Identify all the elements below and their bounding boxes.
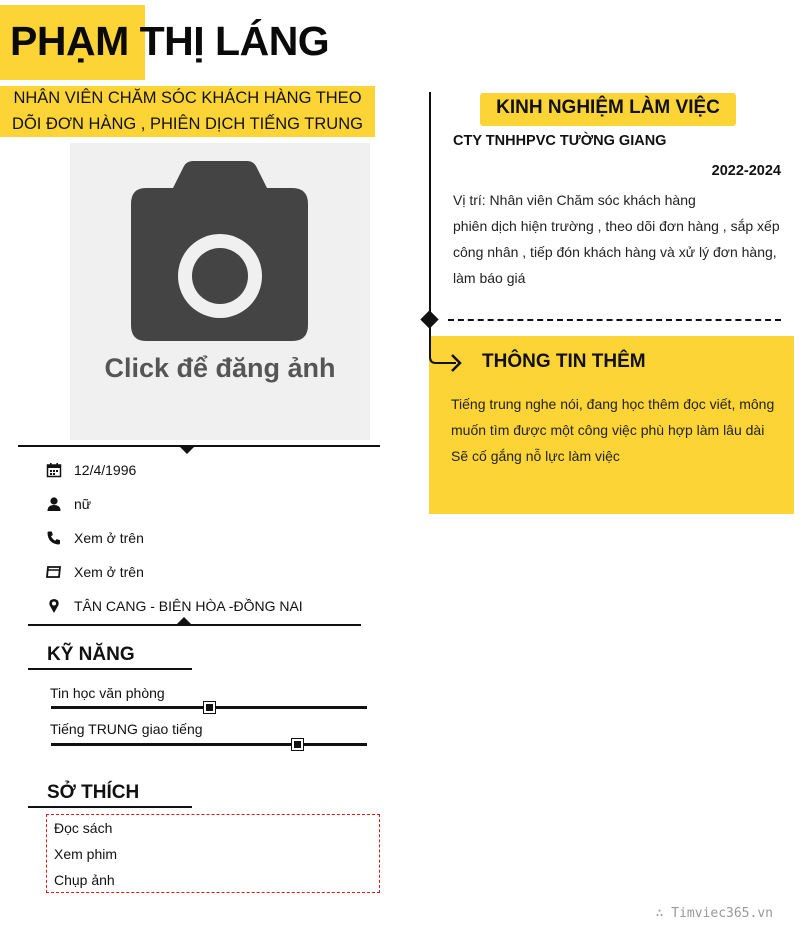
map-marker-icon (46, 598, 62, 614)
info-gender (46, 494, 91, 514)
divider-arrow (176, 617, 192, 625)
experience-line: phiên dịch hiện trường , theo dõi đơn hàng , sắp xếp (453, 218, 780, 234)
email-icon (46, 564, 62, 580)
section-underline (28, 668, 192, 670)
list-item: Đọc sách (54, 820, 113, 836)
skills-title: KỸ NĂNG (47, 644, 135, 665)
photo-upload-label: Click để đăng ảnh (104, 353, 336, 383)
birthday-value: 12/4/1996 (74, 462, 137, 478)
skill-label: Tiếng TRUNG giao tiếng (50, 721, 203, 737)
skill-bar (51, 743, 367, 746)
list-item: Chụp ảnh (54, 872, 115, 888)
phone-value: Xem ở trên (74, 530, 144, 546)
user-icon (46, 496, 62, 512)
experience-line: công nhân , tiếp đón khách hàng và xử lý đơn hàng, (453, 244, 777, 260)
arrow-right-icon (428, 325, 464, 377)
additional-info-line: Sẽ cố gắng nỗ lực làm việc (451, 448, 620, 464)
work-period: 2022-2024 (711, 163, 781, 179)
list-item: Xem phim (54, 846, 118, 862)
gender-value: nữ (74, 496, 92, 512)
additional-info-line: muốn tìm được một công việc phù hợp làm lâu dài (451, 422, 765, 438)
job-title-line-2: DÕI ĐƠN HÀNG , PHIÊN DỊCH TIẾNG TRUNG (12, 115, 363, 133)
skill-level-handle[interactable] (292, 739, 303, 750)
additional-info-title: THÔNG TIN THÊM (482, 351, 646, 372)
calendar-icon (46, 462, 62, 478)
experience-line: Vị trí: Nhân viên Chăm sóc khách hàng (453, 192, 696, 208)
photo-upload[interactable] (70, 143, 370, 440)
info-email (46, 562, 144, 582)
skill-label: Tin học văn phòng (50, 685, 165, 701)
additional-info-line: Tiếng trung nghe nói, đang học thêm đọc viết, mông (451, 396, 775, 412)
experience-title: KINH NGHIỆM LÀM VIỆC (496, 97, 720, 118)
divider-line (18, 445, 380, 447)
timeline-line (429, 92, 431, 320)
info-birthday (46, 460, 136, 480)
info-address (46, 596, 303, 616)
hobbies-title: SỞ THÍCH (47, 782, 140, 803)
email-value: Xem ở trên (74, 564, 144, 580)
company-name: CTY TNHHPVC TƯỜNG GIANG (453, 133, 667, 149)
dashed-divider (448, 319, 781, 321)
address-value: TÂN CANG - BIÊN HÒA -ĐỒNG NAI (74, 598, 303, 614)
section-underline (28, 806, 192, 808)
candidate-name: PHẠM THỊ LÁNG (10, 18, 330, 64)
divider-line (28, 624, 361, 626)
watermark: ∴ Timviec365.vn (655, 906, 773, 921)
job-title-line-1: NHÂN VIÊN CHĂM SÓC KHÁCH HÀNG THEO (13, 89, 362, 107)
camera-icon (70, 143, 370, 343)
divider-arrow (179, 446, 195, 454)
info-phone (46, 528, 144, 548)
experience-line: làm báo giá (453, 270, 526, 286)
skill-level-handle[interactable] (204, 702, 215, 713)
phone-icon (46, 530, 62, 546)
